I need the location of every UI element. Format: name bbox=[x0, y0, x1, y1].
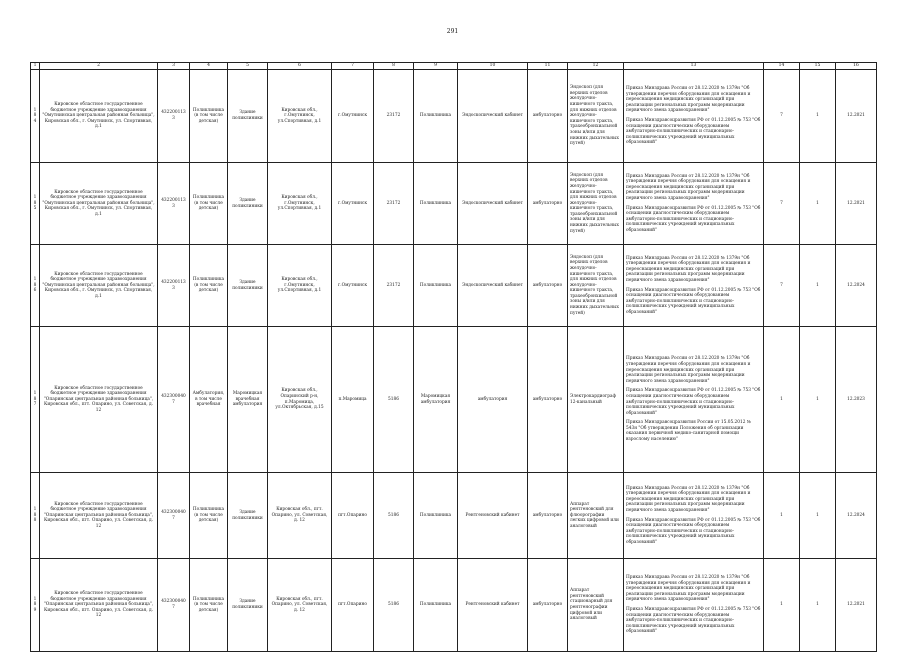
table-cell: Эндоскоп (для верхних отделов желудочно-кишечного тракта, для нижних отделов желудочно-кишечного тракта, трахеобронхиальной зоны и/или для нижних дыхательных путей) bbox=[568, 245, 624, 327]
regulation-paragraph: Приказ Минздрава России от 28.12.2020 № 1379н "Об утверждении перечня оборудования для оснащения и переоснащения медицинских организаций при реализации региональных программ модернизации первичного звена здравоохранения" bbox=[626, 575, 751, 603]
table-cell: Эндоскопический кабинет bbox=[458, 70, 528, 163]
table-cell: 23172 bbox=[374, 70, 414, 163]
column-header: 5 bbox=[228, 63, 268, 70]
table-cell: 4323000407 bbox=[158, 473, 190, 559]
table-cell: Аппарат рентгеновский для флюорографии легких цифровой или аналоговый bbox=[568, 473, 624, 559]
table-cell: Поликлиника bbox=[414, 70, 458, 163]
table-row bbox=[31, 327, 877, 473]
table-cell: 12.2021 bbox=[836, 559, 877, 652]
table-cell: 4323000407 bbox=[158, 327, 190, 473]
table-cell: 1 bbox=[764, 473, 800, 559]
table-cell: 1 bbox=[800, 70, 836, 163]
table-cell: 12.2021 bbox=[836, 163, 877, 245]
table-row bbox=[31, 559, 877, 652]
table-cell: 23172 bbox=[374, 245, 414, 327]
table-cell: Эндоскопический кабинет bbox=[458, 245, 528, 327]
column-header: 12 bbox=[568, 63, 624, 70]
column-header: 7 bbox=[332, 63, 374, 70]
table-cell: 5186 bbox=[374, 473, 414, 559]
table-cell: Кировская обл., пгт. Опарино, ул. Советская, д. 12 bbox=[268, 473, 332, 559]
regulation-paragraph: Приказ Минздравсоцразвития РФ от 01.12.2005 № 753 "Об оснащении диагностическим оборудованием амбулаторно-поликлинических и стационарно-поликлинических учреждений муниципальных образований" bbox=[626, 205, 761, 233]
table-cell: п.Маромица bbox=[332, 327, 374, 473]
table-cell: 4322001133 bbox=[158, 163, 190, 245]
table-cell bbox=[624, 245, 764, 327]
table-cell: 23172 bbox=[374, 163, 414, 245]
column-header: 16 bbox=[836, 63, 877, 70]
table-cell: 12.2021 bbox=[836, 70, 877, 163]
table-cell: амбулатория bbox=[458, 327, 528, 473]
table-cell: 4323000407 bbox=[158, 559, 190, 652]
table-cell: 1 bbox=[800, 163, 836, 245]
header-row bbox=[31, 63, 877, 70]
table-cell: Поликлиника (в том числе детская) bbox=[190, 245, 228, 327]
table-cell bbox=[624, 70, 764, 163]
column-header: 4 bbox=[190, 63, 228, 70]
regulation-paragraph: Приказ Минздрава России от 28.12.2020 № 1379н "Об утверждении перечня оборудования для оснащения и переоснащения медицинских организаций при реализации региональных программ модернизации первичного звена здравоохранения" bbox=[626, 485, 751, 513]
table-row bbox=[31, 245, 877, 327]
table-cell: Рентгеновский кабинет bbox=[458, 473, 528, 559]
table-cell: Амбулатория, в том числе врачебная bbox=[190, 327, 228, 473]
table-cell: 184 bbox=[31, 70, 40, 163]
table-cell: амбулаторно bbox=[528, 473, 568, 559]
table-cell: Здание поликлиники bbox=[228, 70, 268, 163]
table-cell: Маромицкая амбулатория bbox=[414, 327, 458, 473]
table-cell: Поликлиника (в том числе детская) bbox=[190, 473, 228, 559]
table-cell: Поликлиника (в том числе детская) bbox=[190, 70, 228, 163]
table-cell: Кировское областное государственное бюджетное учреждение здравоохранения "Омутнинская центральная районная больница", Кировская обл., г. Омутнинск, ул. Спортивная, д.1 bbox=[40, 70, 158, 163]
table-cell: Аппарат рентгеновский стационарный для рентгенографии цифровой или аналоговый bbox=[568, 559, 624, 652]
table-cell: 1 bbox=[800, 327, 836, 473]
table-cell: г.Омутнинск bbox=[332, 163, 374, 245]
column-header: 9 bbox=[414, 63, 458, 70]
regulation-paragraph: Приказ Минздравсоцразвития РФ от 01.12.2005 № 753 "Об оснащении диагностическим оборудованием амбулаторно-поликлинических и стационарно-поликлинических учреждений муниципальных образований" bbox=[626, 118, 761, 146]
table-cell: 12.2023 bbox=[836, 327, 877, 473]
regulation-paragraph: Приказ Минздрава России от 28.12.2020 № 1379н "Об утверждении перечня оборудования для оснащения и переоснащения медицинских организаций при реализации региональных программ модернизации первичного звена здравоохранения" bbox=[626, 173, 751, 201]
table-cell: Кировская обл., г.Омутнинск, ул.Спортивная, д.1 bbox=[268, 163, 332, 245]
table-cell: амбулаторно bbox=[528, 70, 568, 163]
table-cell: 12.2024 bbox=[836, 473, 877, 559]
table-cell bbox=[624, 327, 764, 473]
table-cell: 4322001133 bbox=[158, 70, 190, 163]
table-cell: 188 bbox=[31, 473, 40, 559]
equipment-table bbox=[30, 62, 877, 652]
table-cell: Эндоскоп (для верхних отделов желудочно-кишечного тракта, для нижних отделов желудочно-кишечного тракта, трахеобронхиальной зоны и/или для нижних дыхательных путей) bbox=[568, 163, 624, 245]
table-row bbox=[31, 70, 877, 163]
column-header: 15 bbox=[800, 63, 836, 70]
regulation-paragraph: Приказ Минздравсоцразвития РФ от 01.12.2005 № 753 "Об оснащении диагностическим оборудованием амбулаторно-поликлинических и стационарно-поликлинических учреждений муниципальных образований" bbox=[626, 287, 761, 315]
table-cell: пгт.Опарино bbox=[332, 473, 374, 559]
table-cell: Здание поликлиники bbox=[228, 473, 268, 559]
table-cell: амбулаторно bbox=[528, 245, 568, 327]
table-cell: Кировская обл., пгт. Опарино, ул. Советская, д. 12 bbox=[268, 559, 332, 652]
table-cell bbox=[624, 559, 764, 652]
table-cell: г.Омутнинск bbox=[332, 245, 374, 327]
table-cell: 7 bbox=[764, 245, 800, 327]
table-cell: амбулаторно bbox=[528, 559, 568, 652]
table-cell: Эндоскоп (для верхних отделов желудочно-кишечного тракта, для нижних отделов желудочно-кишечного тракта, трахеобронхиальной зоны и/или для нижних дыхательных путей) bbox=[568, 70, 624, 163]
table-cell: 5186 bbox=[374, 559, 414, 652]
table-row bbox=[31, 163, 877, 245]
table-cell: 1 bbox=[800, 559, 836, 652]
table-cell: Кировское областное государственное бюджетное учреждение здравоохранения "Опаринская центральная районная больница", Кировская обл., пгт. Опарино, ул. Советская, д. 12 bbox=[40, 559, 158, 652]
table-cell: 189 bbox=[31, 559, 40, 652]
table-cell: Поликлиника bbox=[414, 163, 458, 245]
table-cell: 12.2024 bbox=[836, 245, 877, 327]
table-cell: Электрокардиограф 12-канальный bbox=[568, 327, 624, 473]
table-row bbox=[31, 473, 877, 559]
regulation-paragraph: Приказ Минздравсоцразвития России от 15.05.2012 № 543н "Об утверждении Положения об организации оказания первичной медико-санитарной помощи взрослому населению" bbox=[626, 420, 751, 442]
table-cell: 186 bbox=[31, 245, 40, 327]
table-cell: амбулаторно bbox=[528, 327, 568, 473]
column-header: 14 bbox=[764, 63, 800, 70]
table-cell: Поликлиника bbox=[414, 559, 458, 652]
table-cell: 7 bbox=[764, 163, 800, 245]
table-cell: Кировская обл., г.Омутнинск, ул.Спортивная, д.1 bbox=[268, 245, 332, 327]
table-cell: 1 bbox=[800, 245, 836, 327]
regulation-paragraph: Приказ Минздравсоцразвития РФ от 01.12.2005 № 753 "Об оснащении диагностическим оборудованием амбулаторно-поликлинических и стационарно-поликлинических учреждений муниципальных образований" bbox=[626, 607, 761, 635]
table-cell: пгт.Опарино bbox=[332, 559, 374, 652]
column-header: 6 bbox=[268, 63, 332, 70]
column-header: 3 bbox=[158, 63, 190, 70]
page-number: 291 bbox=[446, 28, 459, 35]
table-cell: Кировское областное государственное бюджетное учреждение здравоохранения "Опаринская центральная районная больница", Кировская обл., пгт. Опарино, ул. Советская, д. 12 bbox=[40, 473, 158, 559]
table-cell: Эндоскопический кабинет bbox=[458, 163, 528, 245]
table-cell: 1 bbox=[764, 327, 800, 473]
table-cell: Кировская обл., г.Омутнинск, ул.Спортивная, д.1 bbox=[268, 70, 332, 163]
table-cell: Кировская обл., Опаринский р-н, п.Маромица, ул.Октябрьская, д.15 bbox=[268, 327, 332, 473]
regulation-paragraph: Приказ Минздравсоцразвития РФ от 01.12.2005 № 753 "Об оснащении диагностическим оборудованием амбулаторно-поликлинических и стационарно-поликлинических учреждений муниципальных образований" bbox=[626, 517, 761, 545]
table-cell: Здание поликлиники bbox=[228, 245, 268, 327]
table-cell: Кировское областное государственное бюджетное учреждение здравоохранения "Опаринская центральная районная больница", Кировская обл., пгт. Опарино, ул. Советская, д. 12 bbox=[40, 327, 158, 473]
regulation-paragraph: Приказ Минздрава России от 28.12.2020 № 1379н "Об утверждении перечня оборудования для оснащения и переоснащения медицинских организаций при реализации региональных программ модернизации первичного звена здравоохранения" bbox=[626, 255, 751, 283]
table-cell: Кировское областное государственное бюджетное учреждение здравоохранения "Омутнинская центральная районная больница", Кировская обл., г. Омутнинск, ул. Спортивная, д.1 bbox=[40, 245, 158, 327]
table-cell: 5186 bbox=[374, 327, 414, 473]
table-cell: Рентгеновский кабинет bbox=[458, 559, 528, 652]
table-cell: 1 bbox=[764, 559, 800, 652]
column-header: 8 bbox=[374, 63, 414, 70]
table-cell: Поликлиника bbox=[414, 473, 458, 559]
table-cell: 7 bbox=[764, 70, 800, 163]
table-cell bbox=[624, 163, 764, 245]
table-cell: 4322001133 bbox=[158, 245, 190, 327]
table-cell: Поликлиника (в том числе детская) bbox=[190, 163, 228, 245]
table-cell: 187 bbox=[31, 327, 40, 473]
regulation-paragraph: Приказ Минздрава России от 28.12.2020 № 1379н "Об утверждении перечня оборудования для оснащения и переоснащения медицинских организаций при реализации региональных программ модернизации первичного звена здравоохранения" bbox=[626, 86, 751, 114]
table-cell: Поликлиника bbox=[414, 245, 458, 327]
regulation-paragraph: Приказ Минздрава России от 28.12.2020 № 1379н "Об утверждении перечня оборудования для оснащения и переоснащения медицинских организаций при реализации региональных программ модернизации первичного звена здравоохранения" bbox=[626, 356, 751, 384]
column-header: 13 bbox=[624, 63, 764, 70]
column-header: 1 bbox=[31, 63, 40, 70]
regulation-paragraph: Приказ Минздравсоцразвития РФ от 01.12.2005 № 753 "Об оснащении диагностическим оборудованием амбулаторно-поликлинических и стационарно-поликлинических учреждений муниципальных образований" bbox=[626, 388, 761, 416]
table-cell: г.Омутнинск bbox=[332, 70, 374, 163]
column-header: 2 bbox=[40, 63, 158, 70]
table-cell: Кировское областное государственное бюджетное учреждение здравоохранения "Омутнинская центральная районная больница", Кировская обл., г. Омутнинск, ул. Спортивная, д.1 bbox=[40, 163, 158, 245]
table-cell: амбулаторно bbox=[528, 163, 568, 245]
table-cell bbox=[624, 473, 764, 559]
column-header: 10 bbox=[458, 63, 528, 70]
table-cell: Здание поликлиники bbox=[228, 163, 268, 245]
table-cell: 1 bbox=[800, 473, 836, 559]
table-cell: Здание поликлиники bbox=[228, 559, 268, 652]
table-cell: 185 bbox=[31, 163, 40, 245]
column-header: 11 bbox=[528, 63, 568, 70]
table-cell: Маромицкая врачебная амбулатория bbox=[228, 327, 268, 473]
table-cell: Поликлиника (в том числе детская) bbox=[190, 559, 228, 652]
